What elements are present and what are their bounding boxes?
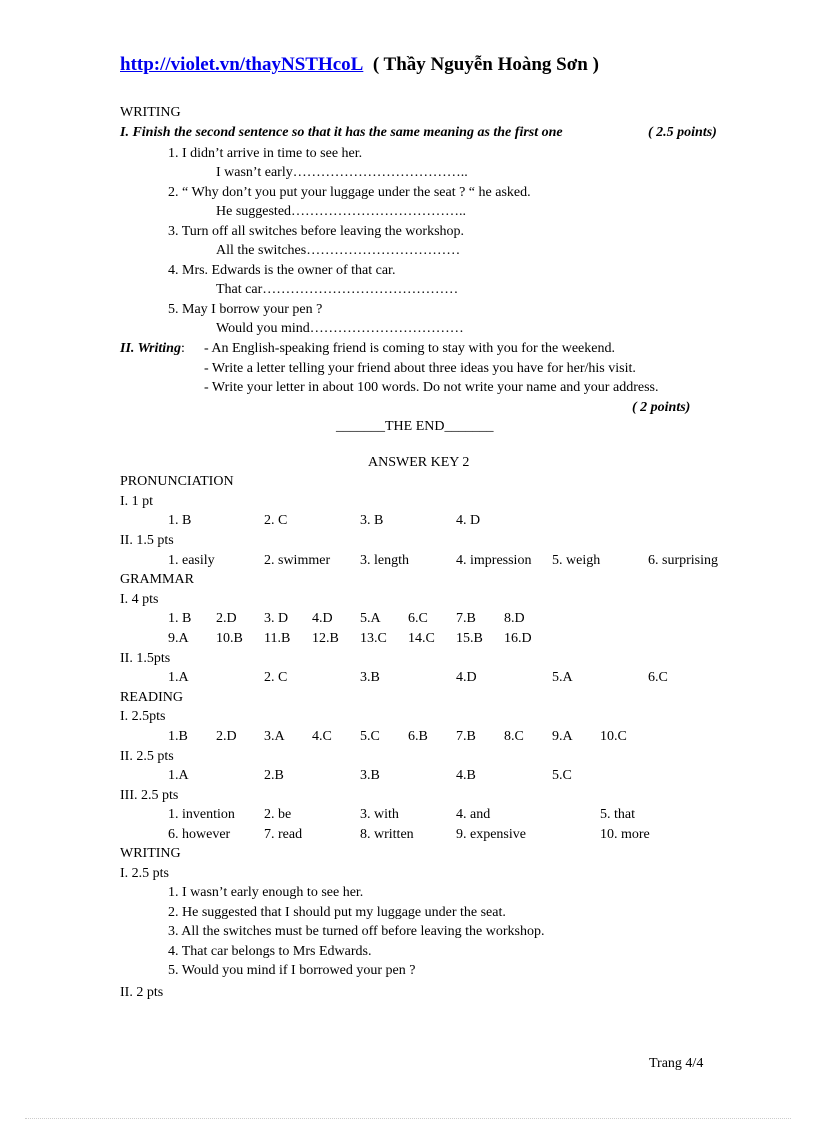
answer-cell: 5. that: [600, 807, 635, 822]
exercise-answer-line: He suggested………………………………..: [216, 204, 467, 219]
section-heading: READING: [120, 690, 183, 705]
answer-cell: 5.C: [360, 729, 380, 744]
answer-cell: 3.B: [360, 670, 380, 685]
answer-cell: 3. length: [360, 553, 409, 568]
answer-cell: 6.C: [648, 670, 668, 685]
answer-cell: 6. surprising: [648, 553, 718, 568]
answer-cell: 10.B: [216, 631, 243, 646]
part-label: I. 4 pts: [120, 592, 159, 607]
answer-cell: 4. and: [456, 807, 491, 822]
answer-cell: 7.B: [456, 611, 476, 626]
answer-cell: 3.B: [360, 768, 380, 783]
part-label: II. 2 pts: [120, 985, 164, 1000]
part-label: II. 1.5 pts: [120, 533, 174, 548]
answer-cell: 14.C: [408, 631, 435, 646]
answer-cell: 6.C: [408, 611, 428, 626]
answer-cell: 1.A: [168, 670, 189, 685]
answer-cell: 9. expensive: [456, 827, 526, 842]
answer-sentence: 2. He suggested that I should put my luggage under the seat.: [168, 905, 506, 920]
writing-part2-line: - Write your letter in about 100 words. Do not write your name and your address.: [204, 380, 659, 395]
answer-cell: 8.D: [504, 611, 525, 626]
writing-part1-title: I. Finish the second sentence so that it has the same meaning as the first one: [120, 125, 563, 140]
answer-cell: 1.B: [168, 729, 188, 744]
answer-sentence: 5. Would you mind if I borrowed your pen ?: [168, 963, 416, 978]
the-end: _______THE END_______: [336, 419, 494, 434]
answer-cell: 4. D: [456, 513, 481, 528]
answer-cell: 2. C: [264, 513, 288, 528]
answer-cell: 4.D: [456, 670, 477, 685]
answer-sentence: 4. That car belongs to Mrs Edwards.: [168, 944, 372, 959]
answer-cell: 16.D: [504, 631, 532, 646]
exercise-answer-line: Would you mind……………………………: [216, 321, 464, 336]
part-label: III. 2.5 pts: [120, 788, 179, 803]
writing-part2-points: ( 2 points): [632, 400, 691, 415]
exercise-question: 1. I didn’t arrive in time to see her.: [168, 146, 363, 161]
answer-cell: 3. B: [360, 513, 384, 528]
part-label: I. 2.5pts: [120, 709, 166, 724]
answer-cell: 9.A: [168, 631, 189, 646]
answer-cell: 13.C: [360, 631, 387, 646]
answer-cell: 4.C: [312, 729, 332, 744]
part-label: I. 2.5 pts: [120, 866, 169, 881]
answer-cell: 5.C: [552, 768, 572, 783]
answer-cell: 5.A: [360, 611, 381, 626]
part-label: II. 2.5 pts: [120, 749, 174, 764]
section-heading: GRAMMAR: [120, 572, 194, 587]
answer-cell: 2. be: [264, 807, 292, 822]
answer-cell: 2.D: [216, 611, 237, 626]
writing-part2-line: - An English-speaking friend is coming to stay with you for the weekend.: [204, 341, 615, 356]
writing-part2-line: - Write a letter telling your friend about three ideas you have for her/his visit.: [204, 361, 636, 376]
section-heading: WRITING: [120, 846, 181, 861]
exercise-answer-line: That car……………………………………: [216, 282, 459, 297]
answer-sentence: 3. All the switches must be turned off before leaving the workshop.: [168, 924, 545, 939]
header-link[interactable]: http://violet.vn/thayNSTHcoL: [120, 54, 364, 75]
answer-cell: 12.B: [312, 631, 339, 646]
answer-cell: 4.B: [456, 768, 476, 783]
answer-cell: 2.B: [264, 768, 284, 783]
part-label: II. 1.5pts: [120, 651, 171, 666]
answer-cell: 6. however: [168, 827, 231, 842]
answer-cell: 1.A: [168, 768, 189, 783]
answer-cell: 1. B: [168, 513, 192, 528]
section-heading: PRONUNCIATION: [120, 474, 234, 489]
page-footer-divider: [25, 1118, 791, 1119]
writing-part2-label: II. Writing: [120, 341, 181, 356]
answer-cell: 4. impression: [456, 553, 532, 568]
exercise-answer-line: All the switches……………………………: [216, 243, 461, 258]
writing-heading: WRITING: [120, 105, 181, 120]
exercise-answer-line: I wasn’t early………………………………..: [216, 165, 468, 180]
answer-cell: 2. swimmer: [264, 553, 331, 568]
exercise-question: 2. “ Why don’t you put your luggage under the seat ? “ he asked.: [168, 185, 531, 200]
answer-cell: 3.A: [264, 729, 285, 744]
answer-cell: 11.B: [264, 631, 291, 646]
answer-cell: 4.D: [312, 611, 333, 626]
answer-cell: 8. written: [360, 827, 414, 842]
answer-sentence: 1. I wasn’t early enough to see her.: [168, 885, 364, 900]
answer-cell: 10. more: [600, 827, 650, 842]
header-author: ( Thầy Nguyễn Hoàng Sơn ): [372, 54, 599, 75]
exercise-question: 3. Turn off all switches before leaving the workshop.: [168, 224, 465, 239]
answer-cell: 1. B: [168, 611, 192, 626]
part-label: I. 1 pt: [120, 494, 154, 509]
writing-part2-sep: :: [180, 341, 185, 356]
answer-cell: 15.B: [456, 631, 483, 646]
writing-part2: [120, 340, 185, 358]
answer-cell: 3. with: [360, 807, 399, 822]
exercise-question: 4. Mrs. Edwards is the owner of that car.: [168, 263, 396, 278]
answer-cell: 7. read: [264, 827, 303, 842]
answer-cell: 8.C: [504, 729, 524, 744]
answer-cell: 1. invention: [168, 807, 235, 822]
answer-cell: 5. weigh: [552, 553, 601, 568]
answer-cell: 7.B: [456, 729, 476, 744]
answer-cell: 9.A: [552, 729, 573, 744]
page-header: [120, 54, 599, 76]
answer-key-title: ANSWER KEY 2: [368, 455, 470, 470]
answer-cell: 1. easily: [168, 553, 215, 568]
writing-part1-points: ( 2.5 points): [648, 125, 717, 140]
answer-cell: 2. C: [264, 670, 288, 685]
answer-cell: 3. D: [264, 611, 289, 626]
answer-cell: 10.C: [600, 729, 627, 744]
answer-cell: 6.B: [408, 729, 428, 744]
answer-cell: 5.A: [552, 670, 573, 685]
exercise-question: 5. May I borrow your pen ?: [168, 302, 323, 317]
page-number: Trang 4/4: [649, 1056, 704, 1071]
answer-cell: 2.D: [216, 729, 237, 744]
